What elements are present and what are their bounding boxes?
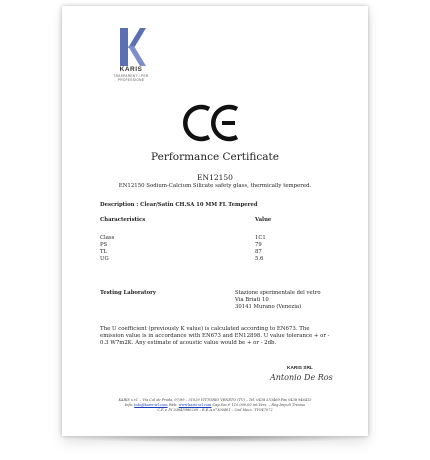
standard-code: EN12150	[197, 173, 233, 182]
row-characteristic: TL	[100, 249, 108, 255]
row-value: 79	[255, 242, 262, 248]
footer	[82, 398, 348, 413]
footer-tax-info: C.F. e P.I.03845980269 – R.E.A.n°300461 – Cod.Mecc. TV047072	[157, 408, 273, 412]
row-characteristic: UG	[100, 256, 109, 262]
u-coefficient-note: The U coefficient (previously K value) is calculated according to EN673. The emission value is in accordance with EN673 and EN12898. U value tolerance + or - 0.3 W7m2K. Any estimate of acoustic value would be + or - 2db.	[100, 326, 330, 347]
testing-laboratory-label: Testing Laboratory	[100, 290, 157, 296]
footer-web-label: Web:	[168, 403, 178, 407]
laboratory-name: Stazione sperimentale del vetro	[235, 290, 321, 296]
row-characteristic: PS	[100, 242, 108, 248]
company-name: KARIS SRL	[287, 366, 313, 371]
website-link[interactable]: www.karis-srl.com	[178, 403, 212, 407]
laboratory-city: 30141 Murano (Venezia)	[235, 304, 302, 310]
row-value: 87	[255, 249, 262, 255]
row-value: 1C1	[255, 235, 266, 241]
signature: Antonio De Ros	[270, 373, 333, 382]
laboratory-street: Via Briati 10	[235, 297, 269, 303]
characteristics-header: Characteristics	[100, 217, 146, 223]
ce-mark-icon	[179, 103, 249, 143]
footer-capital: Cap.Soc.€ 110.000,00 int.Vers. – Reg.Imp.di Treviso	[212, 403, 306, 407]
footer-email-label: Info:	[124, 403, 134, 407]
standard-description: EN12150 Sodium-Calcium Silicate safety glass, thermically tempered.	[118, 183, 312, 189]
logo-tagline: TRASPARENT / PER PROFESSIONE	[113, 74, 149, 82]
page-title: Performance Certificate	[151, 151, 279, 163]
row-characteristic: Class	[100, 235, 115, 241]
product-description: Description : Clear/Satin CH.SA 10 MM FL Tempered	[100, 202, 258, 208]
row-value: 5.6	[255, 256, 264, 262]
certificate-page	[62, 6, 368, 436]
email-link[interactable]: info@karis-srl.com	[134, 403, 168, 407]
footer-address: KARIS s.r.l. – Via Col de Prada, 97/99 – 31029 VITTORIO VENETO (TV) – Tel. 0438 553469 Fax 0438 946413	[118, 398, 312, 402]
logo-wordmark: KARIS	[119, 66, 143, 73]
value-header: Value	[255, 217, 272, 223]
karis-k-icon	[116, 28, 146, 66]
karis-logo	[106, 28, 156, 88]
